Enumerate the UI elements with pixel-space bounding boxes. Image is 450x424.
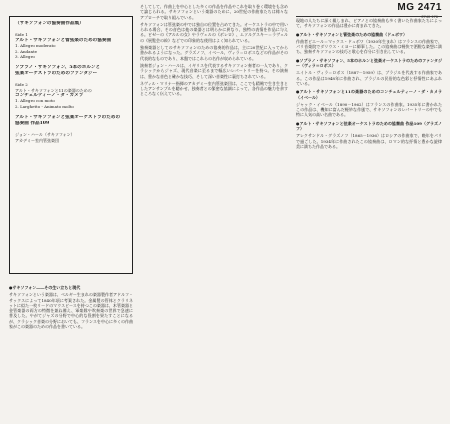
paragraph: ネヴィル・マリナー指揮のアカデミー室内管弦楽団は、ここでも精緻で生き生きとしたアンサンブルを聴かせ、独奏者との緊密な協調によって、各作品の魅力を余すところなく伝えている。 [140, 80, 288, 97]
program-line: （サキソフォンの協奏曲作品集） [15, 21, 84, 26]
program-line: Side 1 [15, 32, 28, 38]
program-box [9, 16, 133, 274]
section-heading: ●サキソフォン――その生い立ちと現代 [9, 285, 81, 290]
program-line: ソプラノ・サキソフォン、5本のホルンと [15, 65, 101, 71]
paragraph: 作曲者ピエール＝マックス・ドュボワ（1930年生まれ）はフランスの作曲家で、パリ音楽院でダリウス・ミヨーに師事した。この協奏曲は軽快で洒脱な楽想に満ち、独奏サキソフォンの技巧と歌心を存分に引き出している。 [296, 38, 442, 55]
paragraph: 独奏楽器としてのサキソフォンのための協奏的作品は、主に20世紀に入ってから書かれるようになった。グラズノフ、イベール、ヴィラ＝ロボスなどの作品がその代表的なものであり、本盤ではこれらの名作が収められている。 [140, 45, 288, 61]
program-line: 1. Allegro moderato [15, 43, 56, 49]
program-line: 2. Andante [15, 48, 38, 54]
paragraph: エイトル・ヴィラ＝ロボス（1887－1959）は、ブラジルを代表する作曲家である。この作品は1948年に作曲され、ブラジルの民俗的な色彩と抒情性にあふれている。 [296, 70, 442, 86]
paragraph: サキソフォンという楽器は、ベルギー生まれの楽器製作者アドルフ・サックスによって1840年頃に考案された。金属製の管体とクラリネットに似た一枚リードのマウスピースを持つこの楽器は、木管楽器と金管楽器の両方の特徴を兼ね備え、軍楽隊や吹奏楽の世界で急速に普及した。やがてジャズの分野で中心的な役割を果たすことになるが、クラシック音楽の分野においても、フランスを中心に多くの作曲家がこの楽器のための作品を書いている。 [9, 292, 133, 330]
program-line: アルト・サキソフォンと11の楽器のための [15, 87, 92, 93]
paragraph: アレクサンドル・グラズノフ（1865－1936）はロシアの作曲家で、晩年をパリで過ごした。1934年に作曲されたこの協奏曲は、ロマン的な抒情と豊かな旋律美に満ちた作品である。 [296, 133, 442, 149]
program-line: 2. Larghetto - Animato molto [15, 103, 74, 109]
section-heading: ●ソプラノ・サキソフォン、5本のホルンと弦楽オーケストラのためのファンタジー（ヴィラ＝ロボス） [296, 57, 442, 69]
catalog-subnumber: 2740 176 [421, 14, 438, 19]
program-line: アルト・サキソフォンと弦楽オーケストラのための [15, 115, 121, 121]
paragraph: サキソフォンは管弦楽の中では独自の位置を占めてきた。オーケストラの中で用いられる場合、その音色は他の楽器とは明らかに異なり、独特の表情を作品に与える。ビゼーの《アルルの女》やラヴェルの《ボレロ》、ムソルグスキー＝ラヴェルの《展覧会の絵》などでの印象的な使用はよく知られている。 [140, 21, 288, 43]
program-line: アカデミー室内管弦楽団 [15, 137, 59, 143]
program-line: Side 2 [15, 82, 28, 88]
paragraph: ジャック・イベール（1890－1962）はフランスの作曲家。1935年に書かれたこの作品は、機知に富んだ軽妙な作風で、サキソフォンのレパートリーの中でも特に人気の高い名曲である。 [296, 101, 442, 118]
middle-column [140, 4, 288, 422]
section-heading: ●アルト・サキソフォンと管弦楽のための協奏曲（ドュボワ） [296, 31, 408, 37]
section-heading: ●アルト・サキソフォンと11の楽器のためのコンチェルティーノ・ダ・カメラ（イベール） [296, 89, 442, 100]
program-line: 協奏曲 作品109 [15, 120, 50, 126]
program-line: 弦楽オーケストラのためのファンタジー [15, 70, 98, 76]
program-line: 1. Allegro con moto [15, 98, 55, 104]
paragraph: そしてして、作曲上を中心とした多くの作品を作品やこれを取り巻く環境をも含めて論じられる。サキソフォンという楽器のために、20世紀の作曲家たちは様々なアプローチで取り組んでいる。 [140, 4, 288, 20]
program-line: コンチェルティーノ・ダ・カメラ [15, 93, 84, 99]
section-heading: ●アルト・サキソフォンと弦楽オーケストラのための協奏曲 作品109（グラズノフ） [296, 120, 442, 132]
left-column [9, 282, 133, 422]
program-line: 3. Allegro [15, 54, 35, 60]
right-column [296, 18, 442, 422]
program-line: アルト・サキソフォンと管弦楽のための協奏曲 [15, 37, 112, 43]
header-rule [296, 16, 442, 17]
program-line: ジョン・ハール（サキソフォン） [15, 132, 75, 138]
catalog-number: MG 2471 [397, 2, 442, 13]
paragraph: 演奏者ジョン・ハールは、イギリスを代表するサキソフォン奏者の一人であり、クラシックからジャズ、現代音楽に至るまで幅広いレパートリーを持つ。その演奏は、豊かな音色と確かな技巧、そして深い音楽性に裏打ちされている。 [140, 62, 288, 79]
paragraph: 現地の人たちに深く親しまれ、ピアノとの協奏曲も多く書いた作曲家たちによって、サキソフォンの作品は豊かに育まれてきた。 [296, 18, 442, 29]
